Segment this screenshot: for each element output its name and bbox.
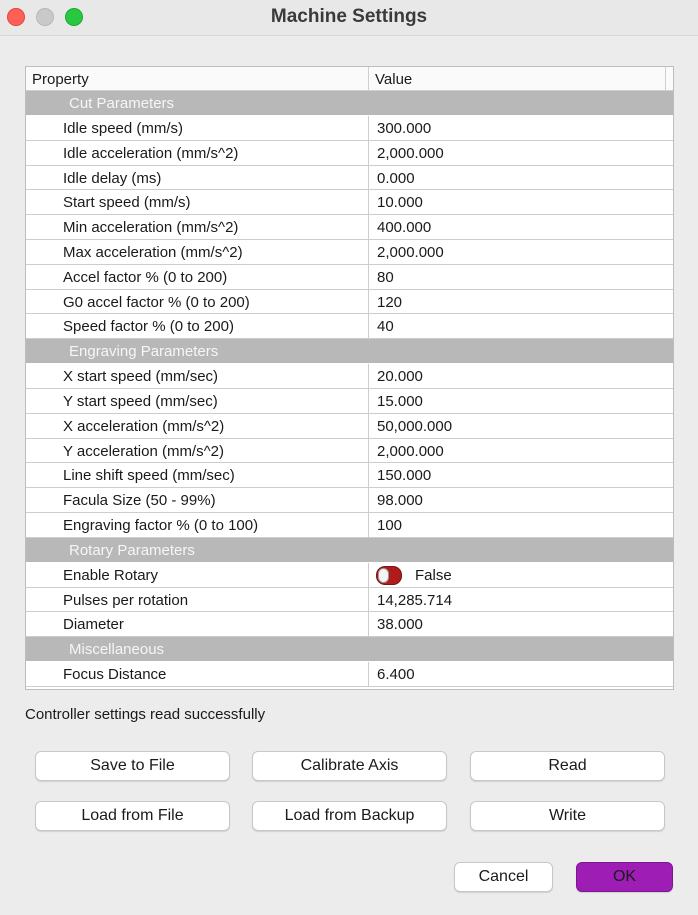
table-row[interactable] <box>26 290 673 315</box>
property-label: Idle delay (ms) <box>63 169 162 187</box>
property-label: Engraving factor % (0 to 100) <box>63 516 259 534</box>
property-label: Diameter <box>63 616 124 634</box>
column-divider <box>368 364 369 388</box>
property-label: Min acceleration (mm/s^2) <box>63 219 239 237</box>
property-label: Enable Rotary <box>63 566 159 584</box>
cancel-button[interactable]: Cancel <box>454 862 553 892</box>
column-divider <box>368 265 369 289</box>
property-label: Speed factor % (0 to 200) <box>63 318 234 336</box>
window-title: Machine Settings <box>270 6 428 27</box>
section-header: Cut Parameters <box>26 91 673 116</box>
property-value[interactable]: 14,285.714 <box>377 591 453 609</box>
write-button[interactable]: Write <box>470 801 665 831</box>
property-value[interactable]: 15.000 <box>377 392 423 410</box>
property-value[interactable]: 400.000 <box>377 219 432 237</box>
property-value[interactable]: 98.000 <box>377 492 423 510</box>
title-bar <box>0 0 698 36</box>
table-row[interactable] <box>26 190 673 215</box>
property-label: X start speed (mm/sec) <box>63 368 219 386</box>
section-header: Rotary Parameters <box>26 538 673 563</box>
table-row[interactable] <box>26 439 673 464</box>
column-divider <box>368 513 369 537</box>
property-label: Facula Size (50 - 99%) <box>63 492 216 510</box>
property-value[interactable]: 100 <box>377 516 403 534</box>
table-row[interactable] <box>26 563 673 588</box>
column-divider <box>368 166 369 190</box>
property-value[interactable]: 20.000 <box>377 368 423 386</box>
property-value[interactable]: 6.400 <box>377 666 415 684</box>
column-divider <box>368 190 369 214</box>
table-row[interactable] <box>26 588 673 613</box>
table-row[interactable] <box>26 240 673 265</box>
column-divider <box>368 240 369 264</box>
property-value[interactable]: 2,000.000 <box>377 144 444 162</box>
column-divider <box>368 588 369 612</box>
column-divider <box>368 612 369 636</box>
table-row[interactable] <box>26 166 673 191</box>
column-divider <box>368 662 369 686</box>
column-divider <box>368 439 369 463</box>
property-label: Focus Distance <box>63 666 167 684</box>
table-row[interactable] <box>26 364 673 389</box>
property-label: Max acceleration (mm/s^2) <box>63 243 243 261</box>
table-row[interactable] <box>26 662 673 687</box>
column-divider <box>368 563 369 587</box>
table-row[interactable] <box>26 488 673 513</box>
header-value[interactable]: Value <box>375 71 413 88</box>
header-property[interactable]: Property <box>32 71 89 88</box>
column-divider <box>368 116 369 140</box>
property-value[interactable]: 120 <box>377 293 403 311</box>
table-row[interactable] <box>26 265 673 290</box>
table-row[interactable] <box>26 389 673 414</box>
section-header: Miscellaneous <box>26 637 673 662</box>
column-divider <box>368 488 369 512</box>
enable-rotary-toggle[interactable] <box>376 566 402 585</box>
table-row[interactable] <box>26 612 673 637</box>
status-message: Controller settings read successfully <box>25 706 266 723</box>
load-from-file-button[interactable]: Load from File <box>35 801 230 831</box>
property-label: Idle acceleration (mm/s^2) <box>63 144 239 162</box>
column-divider <box>368 215 369 239</box>
column-divider <box>368 290 369 314</box>
property-value[interactable]: 50,000.000 <box>377 417 453 435</box>
column-divider[interactable] <box>368 67 369 91</box>
property-value[interactable]: 2,000.000 <box>377 442 444 460</box>
property-label: Pulses per rotation <box>63 591 189 609</box>
column-divider[interactable] <box>665 67 666 91</box>
table-row[interactable] <box>26 141 673 166</box>
property-label: Idle speed (mm/s) <box>63 120 184 137</box>
property-value[interactable]: 0.000 <box>377 169 415 187</box>
table-row[interactable] <box>26 414 673 439</box>
toggle-value: False <box>415 566 452 584</box>
property-value[interactable]: 10.000 <box>377 194 423 212</box>
table-row[interactable] <box>26 215 673 240</box>
toggle-knob <box>378 568 389 583</box>
read-button[interactable]: Read <box>470 751 665 781</box>
property-value[interactable]: 80 <box>377 268 394 286</box>
property-value[interactable]: 2,000.000 <box>377 243 444 261</box>
property-label: Start speed (mm/s) <box>63 194 191 212</box>
column-divider <box>368 141 369 165</box>
property-value[interactable]: 150.000 <box>377 467 432 485</box>
section-header: Engraving Parameters <box>26 339 673 364</box>
property-label: Accel factor % (0 to 200) <box>63 268 228 286</box>
property-label: G0 accel factor % (0 to 200) <box>63 293 250 311</box>
table-header <box>26 67 673 91</box>
property-value[interactable]: 38.000 <box>377 616 423 634</box>
column-divider <box>368 389 369 413</box>
column-divider <box>368 414 369 438</box>
property-label: Y acceleration (mm/s^2) <box>63 442 224 460</box>
property-label: Line shift speed (mm/sec) <box>63 467 235 485</box>
table-row[interactable] <box>26 314 673 339</box>
property-value[interactable]: 300.000 <box>377 120 432 137</box>
table-row[interactable] <box>26 513 673 538</box>
calibrate-axis-button[interactable]: Calibrate Axis <box>252 751 447 781</box>
table-body <box>26 91 673 687</box>
table-row[interactable] <box>26 463 673 488</box>
save-to-file-button[interactable]: Save to File <box>35 751 230 781</box>
property-label: Y start speed (mm/sec) <box>63 392 218 410</box>
load-from-backup-button[interactable]: Load from Backup <box>252 801 447 831</box>
table-row[interactable] <box>26 116 673 141</box>
column-divider <box>368 463 369 487</box>
property-value[interactable]: 40 <box>377 318 394 336</box>
column-divider <box>368 314 369 338</box>
settings-table[interactable] <box>25 66 674 690</box>
ok-button[interactable]: OK <box>576 862 673 892</box>
property-label: X acceleration (mm/s^2) <box>63 417 225 435</box>
